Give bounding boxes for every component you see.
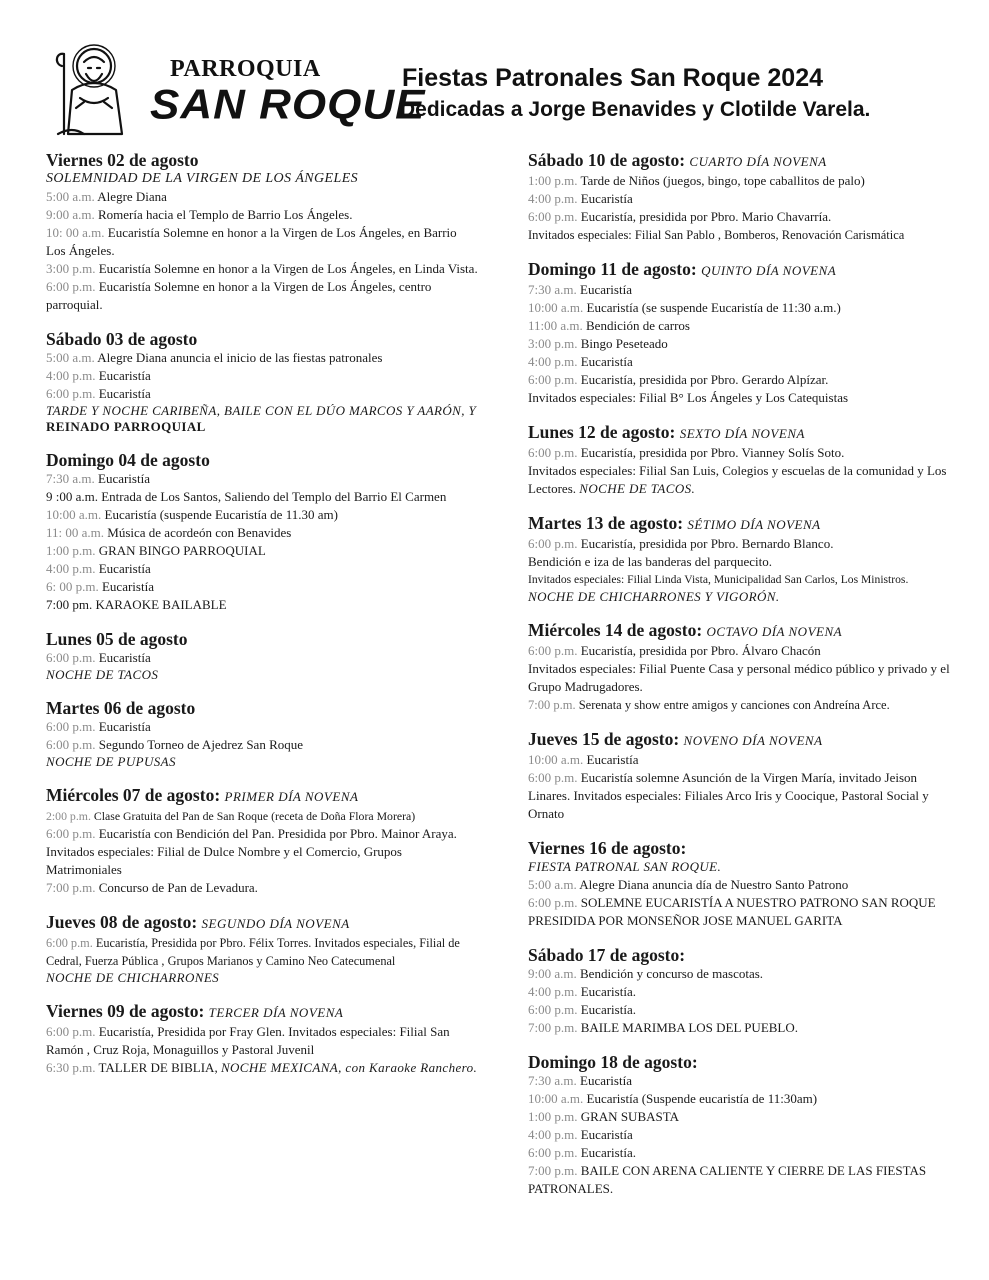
day-title: Lunes 12 de agosto: SEXTO DÍA NOVENA <box>528 422 805 442</box>
event-item: 5:00 a.m. Alegre Diana <box>46 189 167 204</box>
event-item: 10:00 a.m. Eucaristía (suspende Eucaristía de 11.30 am) <box>46 507 338 522</box>
day-sabado-10 <box>528 150 958 244</box>
event-item: 4:00 p.m. Eucaristía <box>528 354 633 369</box>
day-domingo-18 <box>528 1052 958 1198</box>
day-title: Sábado 03 de agosto <box>46 329 198 349</box>
day-title: Domingo 11 de agosto: QUINTO DÍA NOVENA <box>528 259 837 279</box>
day-title: Martes 06 de agosto <box>46 698 196 718</box>
event-item: 3:00 p.m. Bingo Peseteado <box>528 336 668 351</box>
event-item: 6:00 p.m. Eucaristía, presidida por Pbro. Bernardo Blanco. <box>528 536 834 551</box>
event-item: 9:00 a.m. Romería hacia el Templo de Barrio Los Ángeles. <box>46 207 353 222</box>
day-subtitle: FIESTA PATRONAL SAN ROQUE. <box>528 859 722 874</box>
event-item: 6:00 p.m. Eucaristía. <box>528 1145 636 1160</box>
guests-note: Invitados especiales: Filial San Pablo , Bomberos, Renovación Carismática <box>528 228 905 242</box>
day-title: Jueves 15 de agosto: NOVENO DÍA NOVENA <box>528 729 823 749</box>
day-viernes-02 <box>46 150 478 314</box>
day-highlight: TARDE Y NOCHE CARIBEÑA, BAILE CON EL DÚO MARCOS Y AARÓN, Y REINADO PARROQUIAL <box>46 403 477 434</box>
event-item: 6:00 p.m. Eucaristía. <box>528 1002 636 1017</box>
event-item: 6:00 p.m. Eucaristía, presidida por Pbro. Mario Chavarría. <box>528 209 832 224</box>
parish-name-bottom: SAN ROQUE <box>150 81 426 128</box>
event-item: 6:00 p.m. Eucaristía, Presidida por Pbro. Félix Torres. Invitados especiales, Filial de Cedral, Fuerza Pública , Grupos Marianos y Camino Neo Catecumenal <box>46 936 460 968</box>
event-item: 6:00 p.m. Eucaristía <box>46 386 151 401</box>
day-miercoles-14 <box>528 620 958 714</box>
guests-note: Invitados especiales: Filial Puente Casa y personal médico público y privado y el Grupo Madrugadores. <box>528 661 950 694</box>
event-item: 4:00 p.m. Eucaristía. <box>528 984 636 999</box>
event-item: 6:30 p.m. TALLER DE BIBLIA, NOCHE MEXICANA, con Karaoke Ranchero. <box>46 1060 478 1075</box>
day-highlight: NOCHE DE PUPUSAS <box>46 754 176 769</box>
event-item: 1:00 p.m. GRAN BINGO PARROQUIAL <box>46 543 266 558</box>
header <box>0 0 989 150</box>
event-item: 3:00 p.m. Eucaristía Solemne en honor a la Virgen de Los Ángeles, en Linda Vista. <box>46 261 478 276</box>
guests-note: Invitados especiales: Filial San Luis, Colegios y escuelas de la comunidad y Los Lectores. NOCHE DE TACOS. <box>528 463 947 496</box>
day-highlight: NOCHE DE CHICHARRONES <box>46 970 220 985</box>
event-item: 4:00 p.m. Eucaristía <box>528 191 633 206</box>
event-item: 9 :00 a.m. Entrada de Los Santos, Saliendo del Templo del Barrio El Carmen <box>46 489 447 504</box>
day-viernes-09 <box>46 1001 478 1077</box>
day-title: Jueves 08 de agosto: SEGUNDO DÍA NOVENA <box>46 912 350 932</box>
parish-name-top: PARROQUIA <box>170 56 321 82</box>
event-item: 6:00 p.m. Eucaristía con Bendición del Pan. Presidida por Pbro. Mainor Araya. Invitados especiales: Filial de Dulce Nombre y el Comercio, Grupos Matrimoniales <box>46 826 457 877</box>
event-item: 5:00 a.m. Alegre Diana anuncia día de Nuestro Santo Patrono <box>528 877 849 892</box>
event-item: 6:00 p.m. Eucaristía solemne Asunción de la Virgen María, invitado Jeison Linares. Invitados especiales: Filiales Arco Iris y Coocique, Pastoral Social y Ornato <box>528 770 929 821</box>
event-item: 7:30 a.m. Eucaristía <box>528 1073 632 1088</box>
event-item: 10: 00 a.m. Eucaristía Solemne en honor a la Virgen de Los Ángeles, en Barrio Los Ángeles. <box>46 225 457 258</box>
event-item: 6:00 p.m. Eucaristía, presidida por Pbro. Álvaro Chacón <box>528 643 821 658</box>
event-item: 6:00 p.m. Eucaristía, presidida por Pbro. Gerardo Alpízar. <box>528 372 829 387</box>
day-title: Viernes 09 de agosto: TERCER DÍA NOVENA <box>46 1001 344 1021</box>
day-lunes-05 <box>46 629 478 683</box>
day-title: Viernes 02 de agosto <box>46 150 199 170</box>
event-note: Bendición e iza de las banderas del parquecito. <box>528 554 773 569</box>
event-item: 2:00 p.m. Clase Gratuita del Pan de San Roque (receta de Doña Flora Morera) <box>46 809 416 823</box>
day-highlight: NOCHE DE TACOS <box>46 667 159 682</box>
day-title: Martes 13 de agosto: SÉTIMO DÍA NOVENA <box>528 513 821 533</box>
event-item: 11:00 a.m. Bendición de carros <box>528 318 690 333</box>
event-item: 10:00 a.m. Eucaristía <box>528 752 639 767</box>
guests-note: Invitados especiales: Filial Linda Vista, Municipalidad San Carlos, Los Ministros. <box>528 573 909 586</box>
day-sabado-03 <box>46 329 478 435</box>
event-item: 10:00 a.m. Eucaristía (Suspende eucaristía de 11:30am) <box>528 1091 818 1106</box>
event-item: 7:00 p.m. Concurso de Pan de Levadura. <box>46 880 258 895</box>
saint-roch-logo-icon <box>50 42 130 138</box>
day-highlight: NOCHE DE CHICHARRONES Y VIGORÓN. <box>528 589 780 604</box>
event-item: 7:00 p.m. BAILE CON ARENA CALIENTE Y CIERRE DE LAS FIESTAS PATRONALES. <box>528 1163 927 1196</box>
event-item: 7:30 a.m. Eucaristía <box>528 282 632 297</box>
day-title: Lunes 05 de agosto <box>46 629 188 649</box>
event-item: 4:00 p.m. Eucaristía <box>46 368 151 383</box>
guests-note: Invitados especiales: Filial B° Los Ángeles y Los Catequistas <box>528 390 849 405</box>
day-sabado-17 <box>528 945 958 1037</box>
event-item: 6:00 p.m. Eucaristía, Presidida por Fray Glen. Invitados especiales: Filial San Ramón , Cruz Roja, Monaguillos y Pastoral Juvenil <box>46 1024 450 1057</box>
day-title: Viernes 16 de agosto: <box>528 838 687 858</box>
event-item: 7:30 a.m. Eucaristía <box>46 471 150 486</box>
event-item: 6:00 p.m. Eucaristía, presidida por Pbro. Vianney Solís Soto. <box>528 445 845 460</box>
event-item: 7:00 p.m. Serenata y show entre amigos y canciones con Andreína Arce. <box>528 698 890 712</box>
event-item: 4:00 p.m. Eucaristía <box>46 561 151 576</box>
event-item: 6:00 p.m. Eucaristía <box>46 650 151 665</box>
page-title: Fiestas Patronales San Roque 2024 <box>402 64 824 92</box>
event-item: 1:00 p.m. Tarde de Niños (juegos, bingo, tope caballitos de palo) <box>528 173 865 188</box>
day-miercoles-07 <box>46 785 478 897</box>
event-item: 6: 00 p.m. Eucaristía <box>46 579 154 594</box>
event-item: 7:00 p.m. BAILE MARIMBA LOS DEL PUEBLO. <box>528 1020 799 1035</box>
day-title: Domingo 04 de agosto <box>46 450 210 470</box>
day-lunes-12 <box>528 422 958 498</box>
day-title: Miércoles 14 de agosto: OCTAVO DÍA NOVENA <box>528 620 843 640</box>
event-item: 4:00 p.m. Eucaristía <box>528 1127 633 1142</box>
event-item: 6:00 p.m. Eucaristía <box>46 719 151 734</box>
event-item: 7:00 pm. KARAOKE BAILABLE <box>46 597 227 612</box>
event-item: 6:00 p.m. Segundo Torneo de Ajedrez San Roque <box>46 737 304 752</box>
event-item: 1:00 p.m. GRAN SUBASTA <box>528 1109 680 1124</box>
day-jueves-15 <box>528 729 958 823</box>
day-martes-13 <box>528 513 958 605</box>
day-title: Domingo 18 de agosto: <box>528 1052 698 1072</box>
day-viernes-16 <box>528 838 958 930</box>
page-subtitle: Dedicadas a Jorge Benavides y Clotilde Varela. <box>400 98 871 121</box>
day-domingo-11 <box>528 259 958 407</box>
day-title: Miércoles 07 de agosto: PRIMER DÍA NOVENA <box>46 785 359 805</box>
event-item: 5:00 a.m. Alegre Diana anuncia el inicio de las fiestas patronales <box>46 350 383 365</box>
event-item: 10:00 a.m. Eucaristía (se suspende Eucaristía de 11:30 a.m.) <box>528 300 841 315</box>
event-item: 9:00 a.m. Bendición y concurso de mascotas. <box>528 966 764 981</box>
event-item: 6:00 p.m. Eucaristía Solemne en honor a la Virgen de Los Ángeles, centro parroquial. <box>46 279 432 312</box>
event-item: 6:00 p.m. SOLEMNE EUCARISTÍA A NUESTRO PATRONO SAN ROQUE PRESIDIDA POR MONSEÑOR JOSE MANUEL GARITA <box>528 895 936 928</box>
day-jueves-08 <box>46 912 478 986</box>
schedule-right-column <box>528 150 958 1213</box>
day-subtitle: SOLEMNIDAD DE LA VIRGEN DE LOS ÁNGELES <box>46 171 359 186</box>
schedule-left-column <box>46 150 478 1092</box>
day-martes-06 <box>46 698 478 770</box>
event-item: 11: 00 a.m. Música de acordeón con Benavides <box>46 525 292 540</box>
day-title: Sábado 10 de agosto: CUARTO DÍA NOVENA <box>528 150 827 170</box>
day-title: Sábado 17 de agosto: <box>528 945 686 965</box>
day-domingo-04 <box>46 450 478 614</box>
